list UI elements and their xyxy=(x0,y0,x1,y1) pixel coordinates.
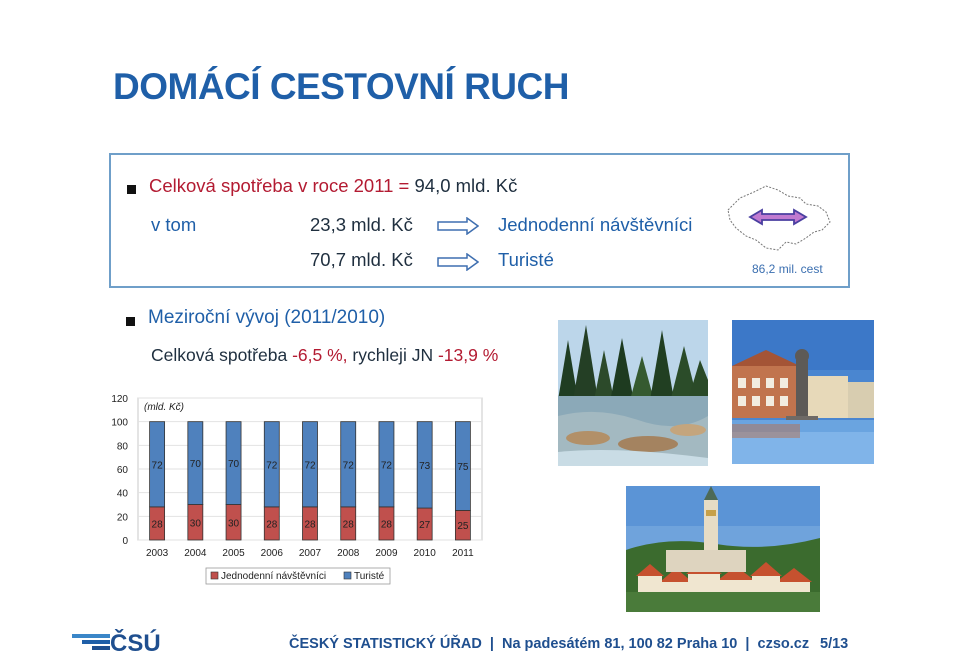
page-number: 5/13 xyxy=(820,636,849,652)
x-tick-label: 2006 xyxy=(260,548,283,559)
data-label-tourists: 72 xyxy=(266,460,278,472)
data-label-day-visitors: 28 xyxy=(380,519,393,531)
csu-logo-text: ČSÚ xyxy=(110,630,161,654)
yoy-detail xyxy=(151,345,498,366)
tourists-label: Turisté xyxy=(498,249,554,270)
data-label-tourists: 75 xyxy=(457,462,469,474)
x-tick-label: 2010 xyxy=(413,548,436,559)
data-label-tourists: 70 xyxy=(227,459,240,471)
legend-label: Turisté xyxy=(354,571,385,582)
vtom-label: v tom xyxy=(151,214,197,235)
stacked-bar-chart xyxy=(100,388,500,588)
data-label-tourists: 72 xyxy=(304,460,316,472)
x-tick-label: 2004 xyxy=(184,548,207,559)
total-line xyxy=(149,175,517,197)
bullet-icon xyxy=(126,317,135,326)
y-tick-label: 20 xyxy=(116,512,128,524)
legend-swatch xyxy=(211,572,218,579)
x-tick-label: 2007 xyxy=(298,548,322,559)
y-tick-label: 40 xyxy=(116,488,128,500)
arrow-right-icon xyxy=(437,253,479,271)
arrow-right-icon xyxy=(437,217,479,235)
tourists-value: 70,7 mld. Kč xyxy=(310,249,413,270)
castle-town-photo xyxy=(626,486,820,612)
river-forest-photo xyxy=(558,320,708,466)
footer-contact: ČESKÝ STATISTICKÝ ÚŘAD | Na padesátém 81, 100 82 Praha 10 | czso.cz xyxy=(289,636,810,652)
town-square-photo xyxy=(732,320,874,464)
day-visitors-label: Jednodenní návštěvníci xyxy=(498,214,693,235)
yoy-heading: Meziroční vývoj (2011/2010) xyxy=(148,307,386,328)
y-tick-label: 100 xyxy=(111,417,128,429)
x-tick-label: 2008 xyxy=(337,548,360,559)
data-label-tourists: 73 xyxy=(419,460,431,472)
y-tick-label: 60 xyxy=(116,465,128,476)
day-visitors-value: 23,3 mld. Kč xyxy=(310,214,413,235)
csu-logo xyxy=(72,624,162,659)
yoy-day-change: -13,9 % xyxy=(437,345,499,365)
bullet-icon xyxy=(127,185,136,194)
yoy-sub-mid: rychleji JN xyxy=(347,345,438,365)
chart-unit-note: (mld. Kč) xyxy=(144,402,184,413)
data-label-day-visitors: 30 xyxy=(227,518,240,530)
data-label-day-visitors: 27 xyxy=(419,520,431,532)
y-tick-label: 80 xyxy=(116,441,128,453)
data-label-day-visitors: 28 xyxy=(304,519,316,531)
data-label-day-visitors: 28 xyxy=(266,519,278,531)
footer-web-link[interactable]: czso.cz xyxy=(757,636,810,652)
total-label: Celková spotřeba v roce 2011 = xyxy=(149,175,415,196)
y-tick-label: 120 xyxy=(111,394,128,405)
data-label-day-visitors: 28 xyxy=(342,519,354,531)
legend-swatch xyxy=(344,572,351,579)
x-tick-label: 2009 xyxy=(375,548,398,559)
data-label-tourists: 72 xyxy=(380,460,393,472)
data-label-day-visitors: 30 xyxy=(189,518,201,530)
page-title: DOMÁCÍ CESTOVNÍ RUCH xyxy=(113,66,569,107)
x-tick-label: 2003 xyxy=(145,548,169,559)
data-label-day-visitors: 25 xyxy=(457,521,469,533)
map-caption: 86,2 mil. cest xyxy=(752,262,823,276)
data-label-tourists: 70 xyxy=(189,459,201,471)
footer-address: Na padesátém 81, 100 82 Praha 10 xyxy=(501,636,738,652)
csu-logo-graphic xyxy=(72,624,162,654)
y-tick-label: 0 xyxy=(122,536,128,547)
total-value: 94,0 mld. Kč xyxy=(414,175,518,196)
chart-legend xyxy=(206,568,390,584)
x-tick-label: 2005 xyxy=(222,548,245,559)
yoy-sub-label: Celková spotřeba xyxy=(151,345,293,365)
data-label-tourists: 72 xyxy=(151,460,163,472)
legend-label: Jednodenní návštěvníci xyxy=(221,571,327,582)
x-tick-label: 2011 xyxy=(452,548,474,559)
footer-org: ČESKÝ STATISTICKÝ ÚŘAD xyxy=(289,636,482,652)
data-label-day-visitors: 28 xyxy=(151,519,163,531)
czech-map-icon xyxy=(722,182,834,258)
data-label-tourists: 72 xyxy=(342,460,354,472)
yoy-total-change: -6,5 %, xyxy=(292,345,348,365)
